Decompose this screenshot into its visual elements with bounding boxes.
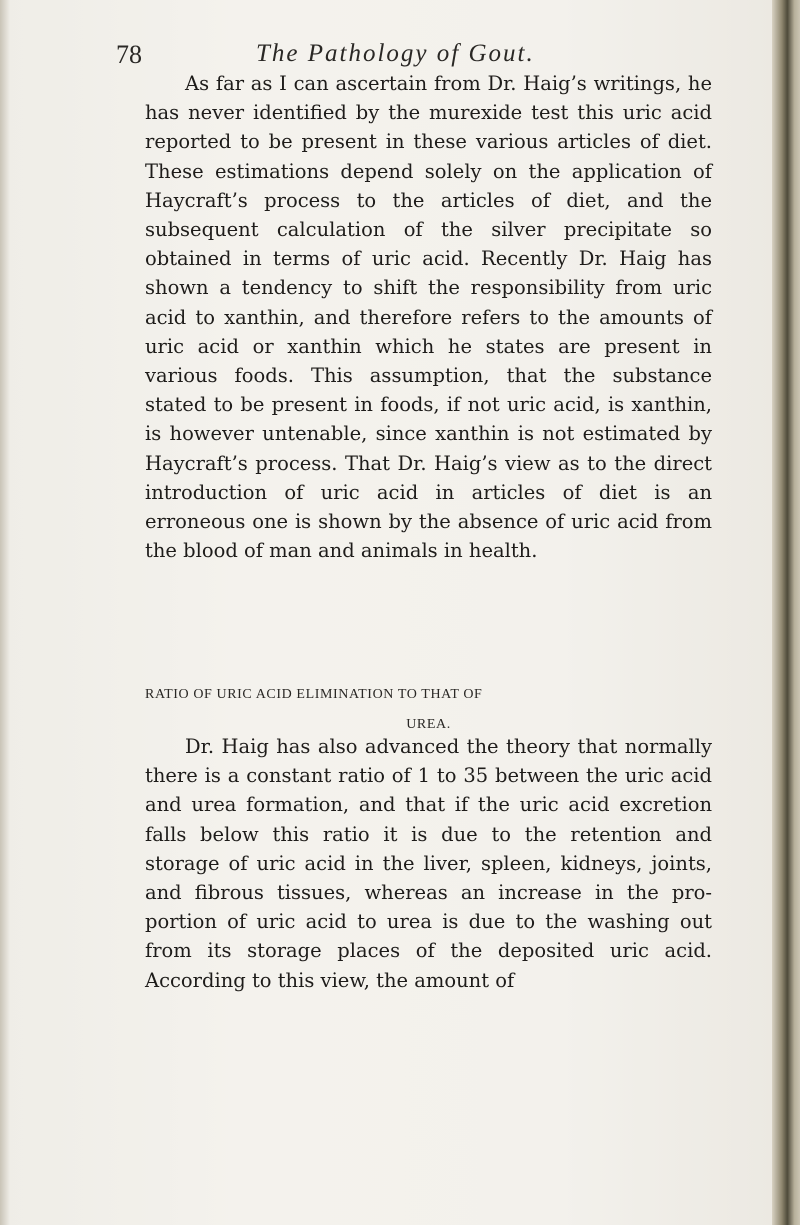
page-edge	[772, 0, 800, 1225]
section-heading	[145, 680, 712, 740]
paragraph-haig-writings: As far as I can ascertain from Dr. Haig’s writings, he has never identified by the murexide test this uric acid reported to be present in these various articles of diet. These estimations depend solely on the application of Haycraft’s process to the articles of diet, and the subsequent calculation of the silver precipitate so obtained in terms of uric acid. Recently Dr. Haig has shown a tendency to shift the responsibility from uric acid to xanthin, and therefore refers to the amounts of uric acid or xanthin which he states are present in various foods. This assumption, that the substance stated to be present in foods, if not uric acid, is xanthin, is however untenable, since xanthin is not estimated by Haycraft’s process. That Dr. Haig’s view as to the direct introduction of uric acid in articles of diet is an erroneous one is shown by the absence of uric acid from the blood of man and animals in health.	[145, 72, 712, 563]
running-title: The Pathology of Gout.	[256, 40, 535, 67]
body-text-upper	[145, 69, 712, 565]
paragraph-ratio-theory: Dr. Haig has also advanced the theory that normally there is a constant ratio of 1 to 35 between the uric acid and urea formation, and that if the uric acid excretion falls below this ratio it is due to the retention and storage of uric acid in the liver, spleen, kidneys, joints, and fibrous tissues, whereas an increase in the proportion of uric acid to urea is due to the washing out from its storage places of the deposited uric acid. According to this view, the amount of	[145, 735, 712, 992]
gutter-shadow	[0, 0, 10, 1225]
body-text-lower	[145, 732, 712, 995]
section-heading-line-1: RATIO OF URIC ACID ELIMINATION TO THAT OF	[145, 687, 483, 702]
section-heading-line-2: UREA.	[406, 717, 451, 732]
page-number: 78	[116, 40, 142, 69]
